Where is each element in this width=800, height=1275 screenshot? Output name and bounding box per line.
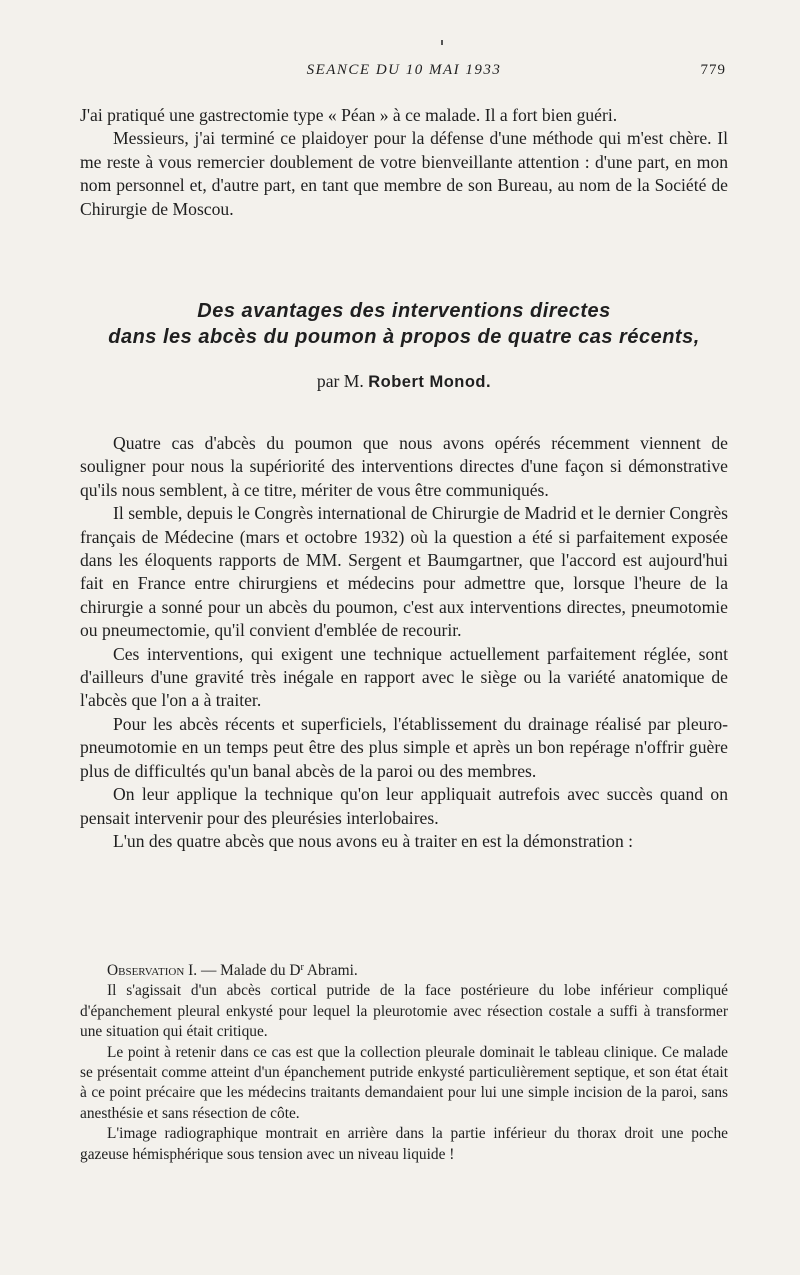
- observation-section: [80, 961, 728, 1165]
- running-header: [80, 62, 728, 84]
- observation-heading: [80, 961, 728, 981]
- article-body: [80, 432, 728, 853]
- article-paragraph: Quatre cas d'abcès du poumon que nous avons opérés récemment viennent de souligner pour nous la supériorité des interventions directes d'une façon si démonstrative qu'ils nous semblent, à ce titre, mériter de vous être communiqués.: [80, 433, 728, 500]
- article-paragraph: Pour les abcès récents et superficiels, l'établissement du drainage réalisé par pleuro-pneumotomie en un temps peut être des plus simple et après un bon repérage n'offrir guère plus de difficultés qu'un banal abcès de la paroi ou des membres.: [80, 713, 728, 781]
- page: [80, 0, 728, 1275]
- observation-dash: — Malade du D: [197, 962, 301, 979]
- author-name: Robert Monod.: [368, 373, 492, 391]
- observation-paragraph: Il s'agissait d'un abcès cortical putride de la face postérieure du lobe inférieur compliqué d'épanchement pleural enkysté pour lequel la pleurotomie avec résection costale a suffi à transformer une situation qui était critique.: [80, 982, 728, 1041]
- intro-section: [80, 104, 728, 221]
- intro-paragraph: Messieurs, j'ai terminé ce plaidoyer pour la défense d'une méthode qui m'est chère. Il me reste à vous remercier doublement de votre bienveillante attention : d'une part, en mon nom personnel et, d'autre part, en tant que membre de son Bureau, au nom de la Société de Chirurgie de Moscou.: [80, 128, 728, 219]
- article-paragraph: Il semble, depuis le Congrès international de Chirurgie de Madrid et le dernier Congrès français de Médecine (mars et octobre 1932) où la question a été si parfaitement exposée dans les éloquents rapports de MM. Sergent et Baumgartner, que l'accord est aujourd'hui fait en France entre chirurgiens et médecins pour admettre que, lorsque l'heure de la chirurgie a sonné pour un abcès du poumon, c'est aux interventions directes, pneumotomie ou pneumectomie, qu'il convient d'emblée de recourir.: [80, 503, 728, 641]
- article-paragraph: On leur applique la technique qu'on leur appliquait autrefois avec succès quand on pensait intervenir pour des pleurésies interlobaires.: [80, 784, 728, 828]
- article-paragraph: Ces interventions, qui exigent une technique actuellement parfaitement réglée, sont d'ailleurs d'une gravité très inégale en rapport avec le siège ou la variété anatomique de l'abcès que l'on a à traiter.: [80, 643, 728, 711]
- observation-paragraph: L'image radiographique montrait en arrière dans la partie inférieur du thorax droit une poche gazeuse hémisphérique sous tension avec un niveau liquide !: [80, 1125, 728, 1163]
- observation-label: Observation I.: [107, 962, 198, 979]
- article-title-line: dans les abcès du poumon à propos de quatre cas récents,: [108, 326, 700, 348]
- running-title: SEANCE DU 10 MAI 1933: [306, 62, 502, 78]
- page-number: 779: [700, 62, 726, 78]
- observation-sup: r: [300, 962, 304, 973]
- article-title: [80, 298, 728, 350]
- observation-paragraph: Le point à retenir dans ce cas est que la collection pleurale dominait le tableau clinique. Ce malade se présentait comme atteint d'un épanchement putride enkysté particulièrement septique, et son état était à ce point précaire que les médecins traitants demandaient pour lui une simple incision de la paroi, sans anesthésie et sans résection de côte.: [80, 1043, 728, 1122]
- observation-physician: Abrami.: [303, 962, 358, 979]
- article-paragraph: L'un des quatre abcès que nous avons eu à traiter en est la démonstration :: [113, 830, 634, 851]
- intro-paragraph: J'ai pratiqué une gastrectomie type « Péan » à ce malade. Il a fort bien guéri.: [80, 105, 618, 125]
- byline-prefix: par M.: [316, 371, 364, 391]
- byline: [80, 371, 728, 392]
- article-title-line: Des avantages des interventions directes: [197, 300, 611, 322]
